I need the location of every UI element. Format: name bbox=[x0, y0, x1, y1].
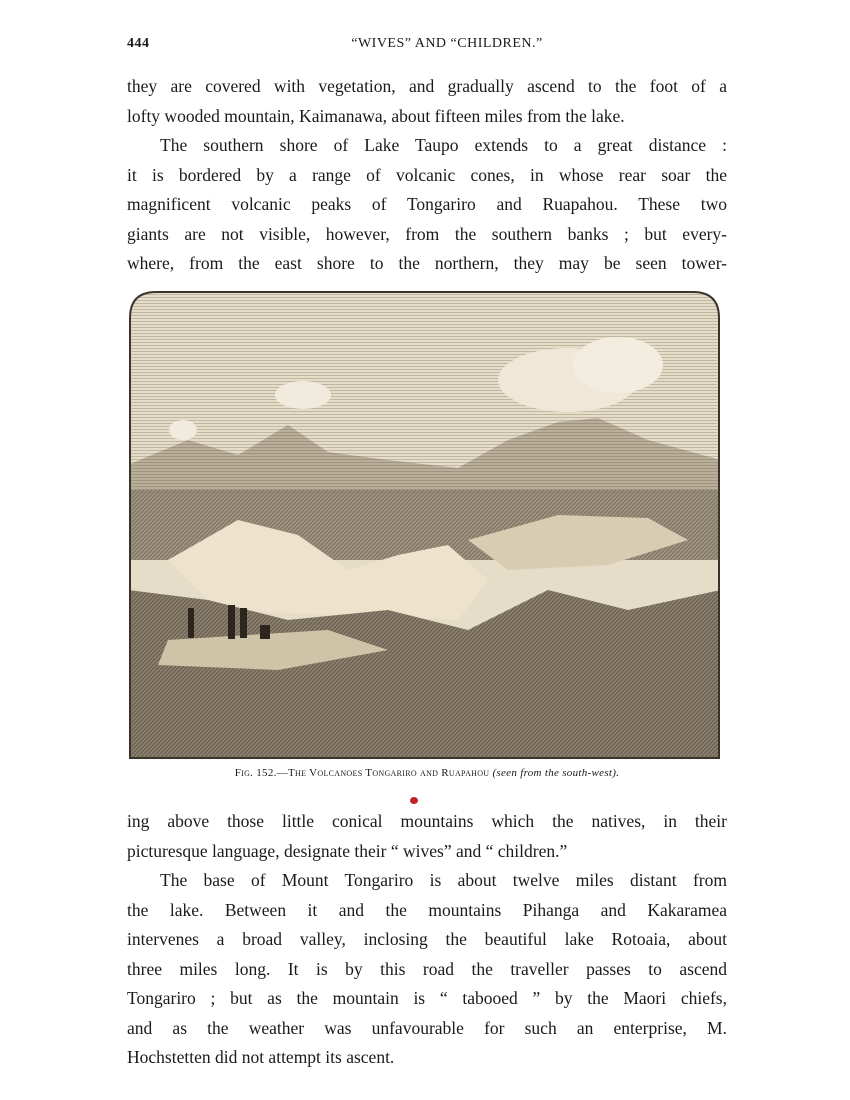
text-line: the lake. Between it and the mountains Pihanga and Kakaramea bbox=[127, 899, 727, 920]
page-number: 444 bbox=[127, 36, 150, 51]
figure-caption bbox=[127, 767, 727, 779]
text-line: giants are not visible, however, from the southern banks ; but every- bbox=[127, 223, 727, 244]
text-line: lofty wooded mountain, Kaimanawa, about fifteen miles from the lake. bbox=[127, 105, 625, 126]
text-line: it is bordered by a range of volcanic cones, in whose rear soar the bbox=[127, 164, 727, 185]
text-line: Hochstetten did not attempt its ascent. bbox=[127, 1047, 395, 1067]
red-ink-mark bbox=[410, 797, 418, 804]
text-top bbox=[127, 72, 727, 279]
text-line: The southern shore of Lake Taupo extends to a great distance : bbox=[160, 135, 727, 155]
caption-label: Fig. 152.—The Volcanoes Tongariro and Ruapahou bbox=[234, 767, 490, 779]
paragraph bbox=[127, 131, 727, 279]
cloud bbox=[573, 337, 663, 393]
paragraph bbox=[127, 866, 727, 1073]
text-line: ing above those little conical mountains which the natives, in their bbox=[127, 811, 727, 831]
text-line: and as the weather was unfavourable for such an enterprise, M. bbox=[127, 1017, 727, 1038]
paragraph bbox=[127, 807, 727, 866]
text-line: The base of Mount Tongariro is about twelve miles distant from bbox=[160, 870, 727, 890]
text-line: they are covered with vegetation, and gradually ascend to the foot of a bbox=[127, 76, 727, 96]
text-line: three miles long. It is by this road the traveller passes to ascend bbox=[127, 958, 727, 979]
text-bottom bbox=[127, 807, 727, 1073]
engraving-figure bbox=[128, 290, 721, 760]
text-line: Tongariro ; but as the mountain is “ tabooed ” by the Maori chiefs, bbox=[127, 988, 727, 1008]
text-line: picturesque language, designate their “ wives” and “ children.” bbox=[127, 840, 568, 861]
caption-note: (seen from the south-west). bbox=[492, 767, 620, 779]
steam-plume bbox=[169, 420, 197, 440]
steam-plume bbox=[275, 381, 331, 409]
running-head bbox=[127, 36, 727, 56]
paragraph bbox=[127, 72, 727, 131]
text-line: magnificent volcanic peaks of Tongariro and Ruapahou. These two bbox=[127, 194, 727, 214]
running-title: “WIVES” AND “CHILDREN.” bbox=[351, 36, 543, 51]
text-line: intervenes a broad valley, inclosing the beautiful lake Rotoaia, about bbox=[127, 929, 727, 949]
text-line: where, from the east shore to the northern, they may be seen tower- bbox=[127, 253, 727, 273]
volcano-landscape-illustration bbox=[128, 290, 721, 760]
